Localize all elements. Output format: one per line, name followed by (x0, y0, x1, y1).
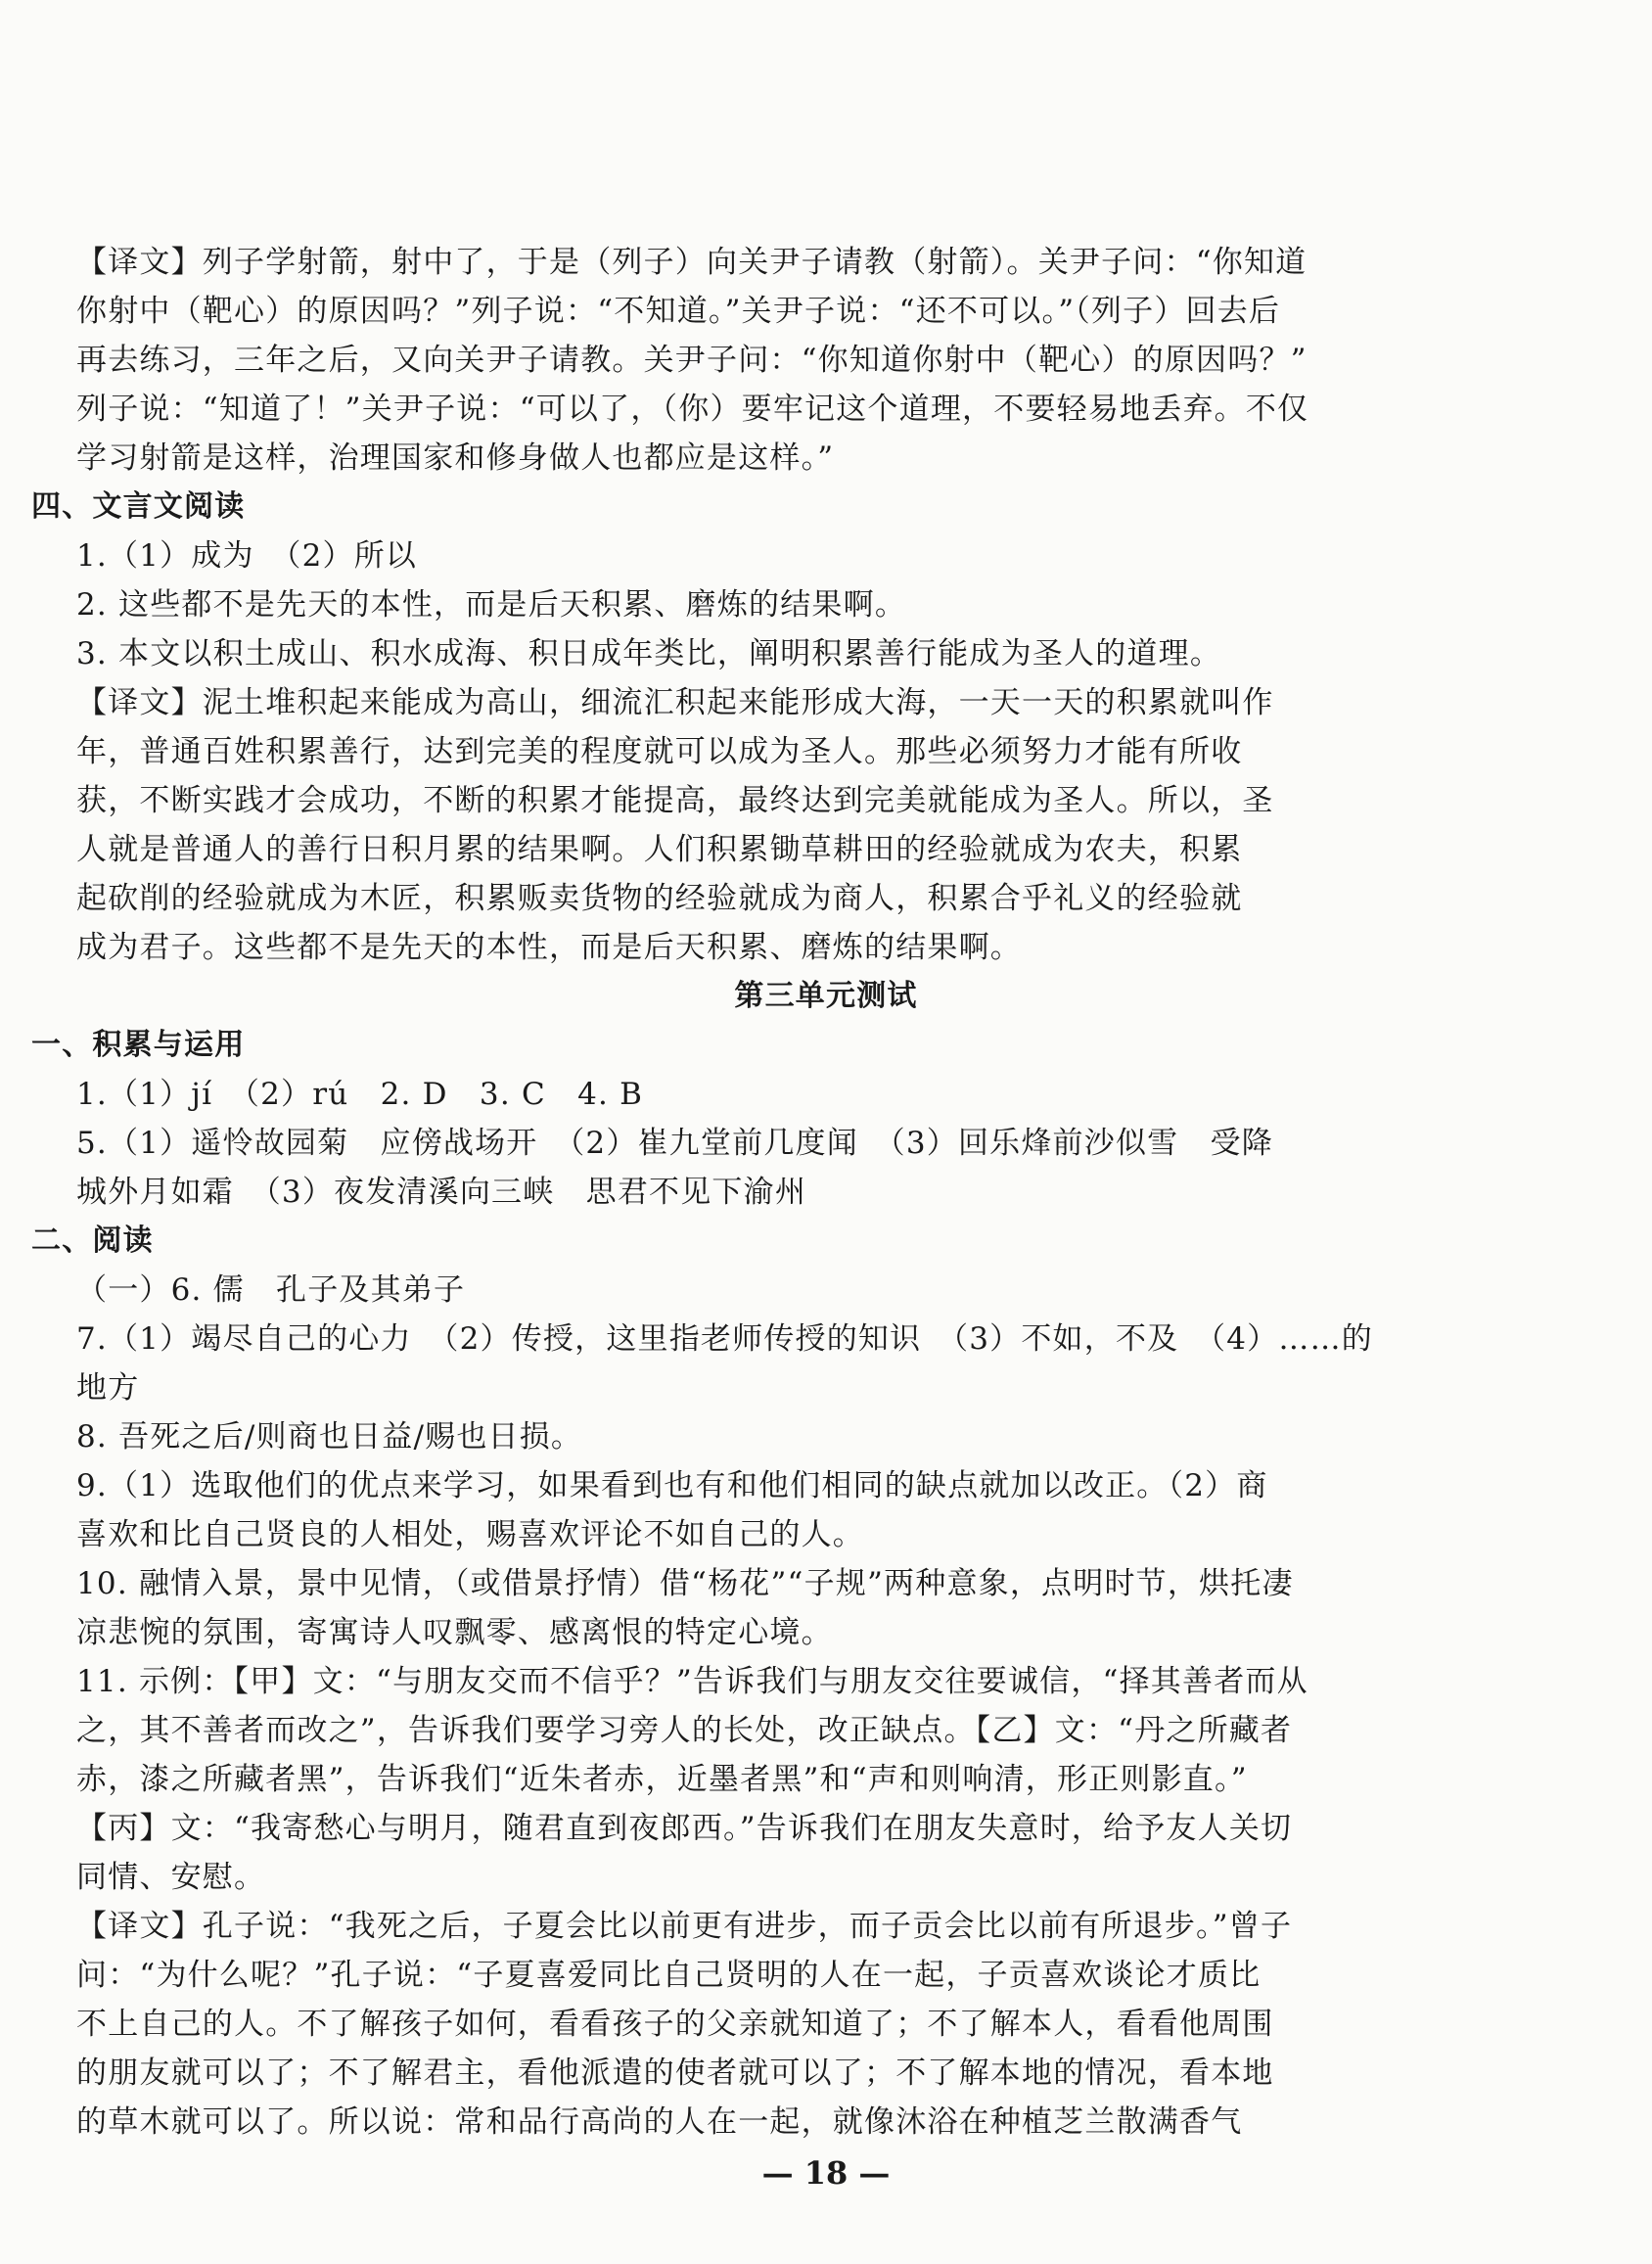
unit-title: 第三单元测试 (734, 979, 918, 1013)
text-line: 之，其不善者而改之”，告诉我们要学习旁人的长处，改正缺点。【乙】文：“丹之所藏者 (76, 1713, 1293, 1748)
text-line: 喜欢和比自己贤良的人相处，赐喜欢评论不如自己的人。 (76, 1517, 864, 1552)
text-line: 城外月如霜 （3）夜发清溪向三峡 思君不见下渝州 (76, 1175, 807, 1210)
text-line: 凉悲惋的氛围，寄寓诗人叹飘零、感离恨的特定心境。 (76, 1615, 833, 1650)
text-line: 【译文】孔子说：“我死之后，子夏会比以前更有进步，而子贡会比以前有所退步。”曾子 (76, 1909, 1293, 1944)
text-line: 成为君子。这些都不是先天的本性，而是后天积累、磨炼的结果啊。 (76, 930, 1022, 965)
text-line: 学习射箭是这样，治理国家和修身做人也都应是这样。” (76, 440, 835, 476)
text-line: 同情、安慰。 (76, 1860, 266, 1895)
text-line: 10. 融情入景，景中见情，（或借景抒情）借“杨花”“子规”两种意象，点明时节，烘托凄 (76, 1566, 1294, 1601)
text-line: 地方 (76, 1370, 140, 1406)
text-line: 年，普通百姓积累善行，达到完美的程度就可以成为圣人。那些必须努力才能有所收 (76, 734, 1243, 769)
text-line: 【译文】泥土堆积起来能成为高山，细流汇积起来能形成大海，一天一天的积累就叫作 (76, 685, 1274, 720)
text-line: 的草木就可以了。所以说：常和品行高尚的人在一起，就像沐浴在种植芝兰散满香气 (76, 2104, 1243, 2140)
section-heading: 二、阅读 (31, 1224, 154, 1258)
text-line: 赤，漆之所藏者黑”，告诉我们“近朱者赤，近墨者黑”和“声和则响清，形正则影直。” (76, 1762, 1248, 1797)
text-line: 1.（1）jí （2）rú 2. D 3. C 4. B (76, 1077, 644, 1112)
text-line: 起砍削的经验就成为木匠，积累贩卖货物的经验就成为商人，积累合乎礼义的经验就 (76, 881, 1243, 916)
text-line: 1.（1）成为 （2）所以 (76, 538, 418, 574)
section-heading: 一、积累与运用 (31, 1028, 246, 1062)
text-line: 获，不断实践才会成功，不断的积累才能提高，最终达到完美就能成为圣人。所以，圣 (76, 783, 1274, 818)
text-line: 问：“为什么呢？”孔子说：“子夏喜爱同比自己贤明的人在一起，子贡喜欢谈论才质比 (76, 1958, 1262, 1993)
text-line: 【丙】文：“我寄愁心与明月，随君直到夜郎西。”告诉我们在朋友失意时，给予友人关切 (76, 1811, 1293, 1846)
text-line: 5.（1）遥怜故园菊 应傍战场开 （2）崔九堂前几度闻 （3）回乐烽前沙似雪 受降 (76, 1126, 1273, 1161)
text-line: 再去练习，三年之后，又向关尹子请教。关尹子问：“你知道你射中（靶心）的原因吗？” (76, 343, 1308, 378)
text-line: 不上自己的人。不了解孩子如何，看看孩子的父亲就知道了；不了解本人，看看他周围 (76, 2007, 1274, 2042)
text-line: 人就是普通人的善行日积月累的结果啊。人们积累锄草耕田的经验就成为农夫，积累 (76, 832, 1243, 867)
text-line: 9.（1）选取他们的优点来学习，如果看到也有和他们相同的缺点就加以改正。（2）商 (76, 1468, 1268, 1503)
text-line: 你射中（靶心）的原因吗？”列子说：“不知道。”关尹子说：“还不可以。”（列子）回去后 (76, 294, 1281, 329)
text-line: 8. 吾死之后/则商也日益/赐也日损。 (76, 1419, 583, 1455)
page-number: — 18 — (761, 2154, 891, 2192)
text-line: 【译文】列子学射箭，射中了，于是（列子）向关尹子请教（射箭）。关尹子问：“你知道 (76, 245, 1308, 280)
text-line: 列子说：“知道了！”关尹子说：“可以了，（你）要牢记这个道理，不要轻易地丢弃。不仅 (76, 392, 1309, 427)
text-line: 3. 本文以积土成山、积水成海、积日成年类比，阐明积累善行能成为圣人的道理。 (76, 636, 1222, 671)
text-line: 7.（1）竭尽自己的心力 （2）传授，这里指老师传授的知识 （3）不如，不及 （4）……的 (76, 1321, 1373, 1357)
text-line: （一）6. 儒 孔子及其弟子 (76, 1272, 466, 1308)
section-heading: 四、文言文阅读 (31, 489, 246, 524)
text-line: 的朋友就可以了；不了解君主，看他派遣的使者就可以了；不了解本地的情况，看本地 (76, 2056, 1274, 2091)
text-line: 2. 这些都不是先天的本性，而是后天积累、磨炼的结果啊。 (76, 587, 907, 623)
text-line: 11. 示例：【甲】文：“与朋友交而不信乎？”告诉我们与朋友交往要诚信，“择其善者而从 (76, 1664, 1308, 1699)
